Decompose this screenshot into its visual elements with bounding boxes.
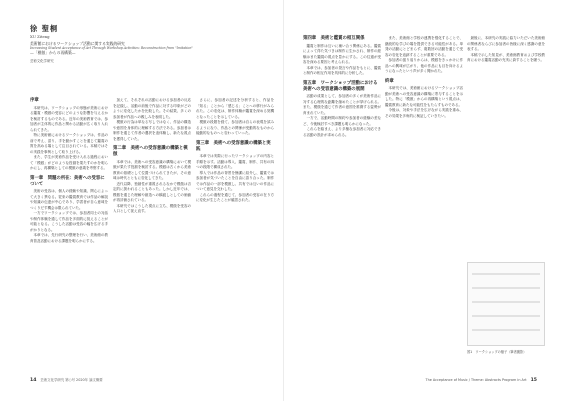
body-paragraph: 美術の受容は、個人の経験や知識、関心によって大きく異なる。従来の鑑賞教育では作品の解説や知識の伝達が中心であり、学習者が自ら意味をつくりだす機会は限られていた。 <box>30 189 108 210</box>
body-paragraph: 模倣の段階を経て、参加者は自らの表現を試みるようになり、作品との関係が受動的なものから能動的なものへと変わっていった。 <box>196 120 274 135</box>
body-paragraph: 本研究ではこうした視点に立ち、模倣を受容の入口として捉え直す。 <box>113 203 191 213</box>
page-gutter <box>283 0 284 401</box>
page-number-left: 14 <box>30 378 37 383</box>
body-paragraph: 一方で、活動時間の制約や参加者の経験の差など、今後検討すべき課題も明らかになった。 <box>303 116 381 126</box>
body-paragraph: 一方でワークショップでは、参加者同士の対話や制作体験を通して作品を多面的に捉えることが可能となる。こうした活動は受容の幅を広げる手がかりとなる。 <box>30 211 108 232</box>
text-column-4 <box>303 36 381 138</box>
footer-right <box>426 378 537 383</box>
body-paragraph: さらに、参加者の記述を分析すると、作品を「知る」ことから「感じる」ことへの移行がみられた。この変化は、制作体験が鑑賞を深める契機となったことを示している。 <box>196 98 274 119</box>
text-column-3 <box>196 98 274 204</box>
body-paragraph: これらを踏まえ、より多様な参加者に対応できる活動の設計が求められる。 <box>303 127 381 137</box>
figure-line <box>472 273 540 275</box>
body-paragraph: 本研究では、美術館におけるワークショップ活動が美術への受容意識の構築に寄与することを示した。特に「模倣」からの再構築という視点は、鑑賞教育に新たな可能性をもたらすものである。 <box>385 86 463 107</box>
author-name: 徐 聖桐 <box>30 24 59 33</box>
body-paragraph: 本章では、美術への受容意識の構築において模倣が果たす役割を検討する。模倣は古くから美術教育の基礎として位置づけられてきたが、その意味は時代とともに変化してきた。 <box>113 159 191 180</box>
body-paragraph: 本研究は、ワークショップの形態が美術における鑑賞・模倣の受容にどのような影響を与えるかを検討するものである。近年の美術教育では、参加者が主体的に作品と関わる活動が広く取り入れられてきた。 <box>30 105 108 132</box>
figure-image <box>467 262 545 346</box>
body-paragraph: また、美術館と学校の連携を強化することで、継続的な学びの場を提供できる可能性がある。単発の活動にとどまらず、複数回の活動を通じて受容の変化を追跡することが重要である。 <box>385 36 463 57</box>
article-title-en: Increasing Student Acceptance of Art Through Workshop Activities: Reconstruction from "Imitation" <box>30 46 193 50</box>
section-heading: 第一章 問題の所在：美術への受容について <box>30 175 105 187</box>
section-heading: 終章 <box>385 78 394 84</box>
text-column-1 <box>30 98 108 244</box>
page-number-right: 15 <box>530 378 537 383</box>
body-paragraph: 本章では、参加者の発言や作品をもとに、鑑賞と制作の相互作用を具体的に分析した。 <box>303 65 381 75</box>
section-heading: 序章 <box>30 98 39 103</box>
figure-line <box>472 287 540 289</box>
article-subtitle: —「模倣」からの再構築— <box>30 50 76 56</box>
body-paragraph: 近代以降、独創性が重視されるなかで模倣は否定的に扱われることもあった。しかし近年では、模倣を通じた理解や創造への橋渡しとしての価値が再評価されている。 <box>113 181 191 202</box>
body-paragraph: 活動の成果として、参加者の多くが美術作品に対する心理的な距離を縮めたことが挙げられる。また、模倣を通じて作者の意図を推測する姿勢が育まれていた。 <box>303 94 381 115</box>
section-heading: 第二章 美術への受容意識の構築と模倣 <box>113 146 188 157</box>
body-paragraph: 参加者の振り返りからは、模倣をきっかけに作品への興味が広がり、他の作品にも目を向けるようになったという声が多く聞かれた。 <box>385 58 463 73</box>
body-paragraph: 鑑賞と制作は互いに補い合う関係にある。鑑賞によって得た気づきは制作に生かされ、制作の経験はまた鑑賞の視点を豊かにする。この往還が受容を深める要因と考えられる。 <box>303 43 381 64</box>
article-header <box>30 24 270 64</box>
section-heading: 第三章 美術への受容意識の構築と実践 <box>196 140 271 152</box>
section-heading: 第四章 美術と鑑賞の相互関係 <box>303 36 365 41</box>
running-footer-left: 芸術文化学研究 第○号 2020年 論文概要 <box>40 378 103 382</box>
text-column-5 <box>385 36 463 119</box>
footer-left <box>30 378 103 383</box>
body-paragraph: 本章では、先行研究の整理を行い、美術館の教育普及活動における課題を明らかにする。 <box>30 233 108 243</box>
text-column-2 <box>113 98 191 215</box>
running-footer-right: The Acceptance of Music / Theme: Abstracts Program in Art <box>425 378 527 382</box>
body-paragraph: 導入では作品の背景を簡潔に紹介し、鑑賞では参加者が気づいたことを自由に語り合った。制作では作品の一部を模倣し、共有では互いの作品について意見を交わした。 <box>196 170 274 191</box>
text-column-6 <box>467 36 545 64</box>
body-paragraph: 加えて、それぞれの活動における参加者の反応を記録し、活動の前後で作品に対する印象がどのように変化したかを比較した。その結果、多くの参加者が作品への親しみを表明した。 <box>113 98 191 119</box>
body-paragraph: 最後に、本研究の実践に協力いただいた美術館の関係者ならびに参加者の皆様に深く感謝の意を表する。 <box>467 36 545 51</box>
body-paragraph: 模倣の行為は単なる写しではなく、作品の構造や意図を身体的に理解する方法である。参加者は制作を通じて作者の選択を追体験し、新たな視点を獲得していた。 <box>113 120 191 141</box>
author-name-en: XU Ziteng <box>30 34 50 39</box>
figure-line <box>472 301 540 303</box>
body-paragraph: 今後は、対象や手法を広げながら実践を重ね、その効果を多角的に検証していきたい。 <box>385 108 463 118</box>
section-heading: 第五章 ワークショップ活動における美術への受容意識の構築の展開 <box>303 80 378 92</box>
body-paragraph: 本稿で示した知見が、美術館教育および学校教育における鑑賞活動の充実に資することを願う。 <box>467 52 545 62</box>
body-paragraph: これらの過程を通じて、参加者の受容の在り方に変化が生じたことが確認された。 <box>196 192 274 202</box>
figure-line <box>472 315 540 317</box>
article-title: 美術館におけるワークショップ活動に関する実践的研究 <box>30 41 125 46</box>
affiliation: 芸術文化学研究 <box>30 59 54 64</box>
figure-line <box>472 329 540 331</box>
body-paragraph: 本章では実際に行ったワークショップの内容と手順を示す。活動は導入、鑑賞、制作、共有の四つの段階で構成された。 <box>196 154 274 169</box>
body-paragraph: 特に美術館におけるワークショップは、作品の前で考え、語り、手を動かすことを通じて鑑賞の質を高める場として注目されている。本稿ではその実践を事例として取り上げる。 <box>30 133 108 154</box>
figure-caption: 図1 ワークショップの様子（筆者撮影） <box>467 350 527 354</box>
body-paragraph: また、学生が美術作品を受け入れる過程において「模倣」がどのような役割を果たすのかを明らかにし、再構築としての模倣の意義を考察する。 <box>30 155 108 170</box>
